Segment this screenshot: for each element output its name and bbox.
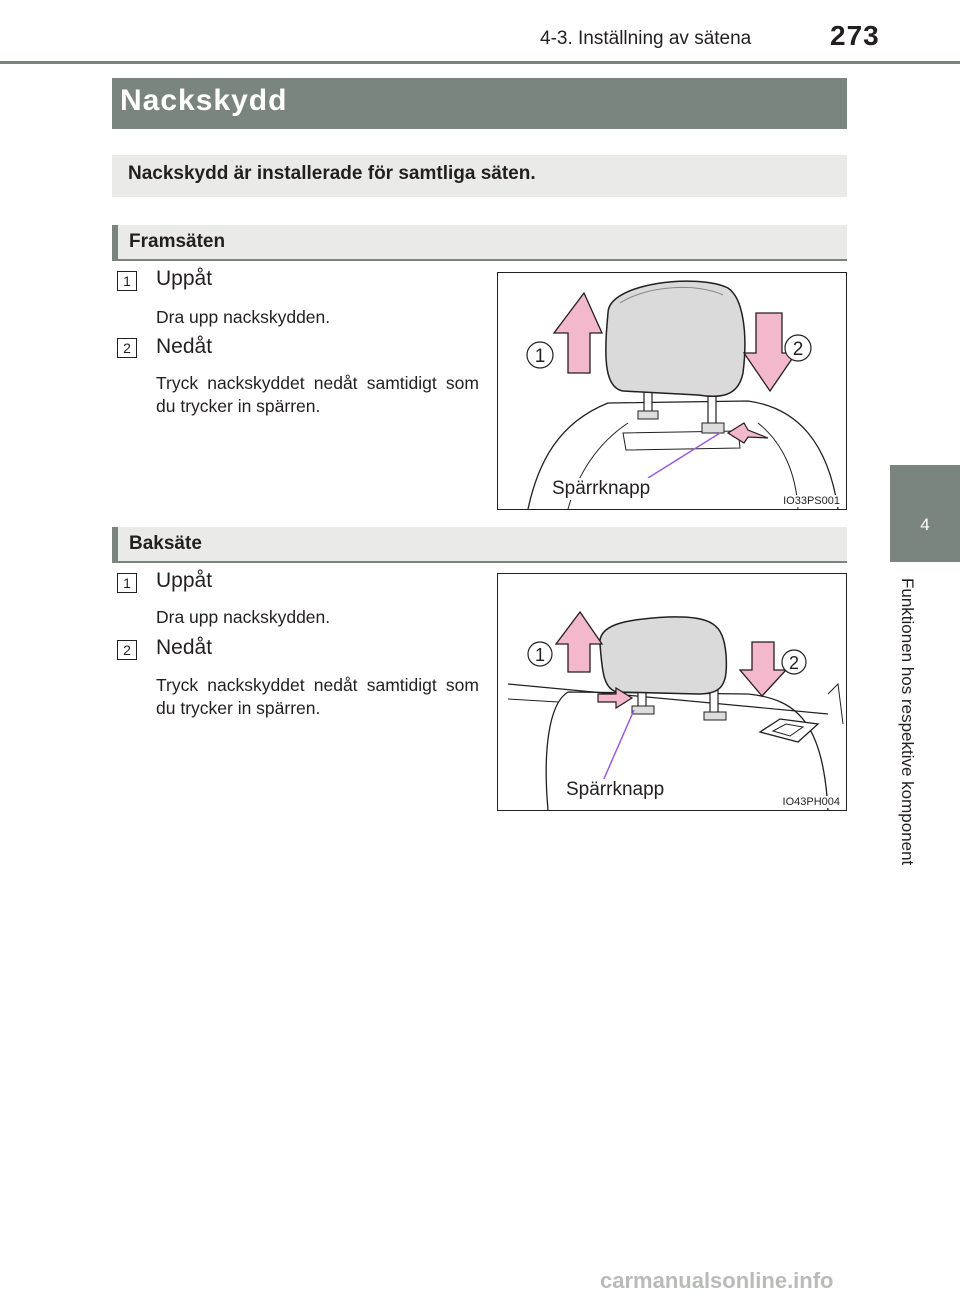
chapter-tab xyxy=(890,465,960,559)
front-seats-heading xyxy=(112,225,847,261)
rear-step-1-label: Uppåt xyxy=(156,569,213,592)
rear-seat-figure xyxy=(497,573,847,811)
front-seats-heading-text: Framsäten xyxy=(129,231,226,252)
front-step-2-label: Nedåt xyxy=(156,335,213,358)
rear-step-1-desc: Dra upp nackskydden. xyxy=(156,607,331,627)
front-headrest-illustration xyxy=(498,273,846,509)
rear-figure-code: IO43PH004 xyxy=(782,796,840,808)
front-callout-2: 2 xyxy=(792,339,804,360)
chapter-tab-rule xyxy=(890,559,960,562)
front-seat-figure xyxy=(497,272,847,510)
front-figure-code: IO33PS001 xyxy=(783,495,840,507)
rear-step-2-number: 2 xyxy=(117,640,137,660)
watermark: carmanualsonline.info xyxy=(600,1268,834,1293)
front-step-1-label: Uppåt xyxy=(156,267,213,290)
front-step-1-number: 1 xyxy=(117,271,137,291)
front-step-1-desc: Dra upp nackskydden. xyxy=(156,307,331,327)
rear-seat-heading-text: Baksäte xyxy=(129,533,202,554)
rear-latch-label: Spärrknapp xyxy=(566,779,665,800)
rear-callout-2: 2 xyxy=(788,653,800,673)
rear-callout-1: 1 xyxy=(534,645,546,665)
front-callout-1: 1 xyxy=(534,346,546,367)
section-path: 4-3. Inställning av sätena xyxy=(540,28,752,49)
chapter-number: 4 xyxy=(920,515,930,534)
page-title: Nackskydd xyxy=(120,84,288,117)
chapter-title: Funktionen hos respektive komponent xyxy=(898,578,917,866)
rear-step-2-desc: Tryck nackskyddet nedåt samtidigt som du trycker in spärren. xyxy=(156,675,479,718)
page-number: 273 xyxy=(830,20,880,51)
page-title-bar xyxy=(112,78,847,129)
rear-seat-heading xyxy=(112,527,847,563)
rear-headrest-illustration xyxy=(498,574,846,810)
rear-step-2-label: Nedåt xyxy=(156,636,213,659)
front-latch-label: Spärrknapp xyxy=(552,478,651,499)
intro-box xyxy=(112,155,847,197)
rear-step-1-number: 1 xyxy=(117,573,137,593)
front-step-2-number: 2 xyxy=(117,338,137,358)
intro-text: Nackskydd är installerade för samtliga säten. xyxy=(128,163,536,184)
front-step-2-desc: Tryck nackskyddet nedåt samtidigt som du trycker in spärren. xyxy=(156,373,479,416)
header-rule xyxy=(0,61,960,64)
